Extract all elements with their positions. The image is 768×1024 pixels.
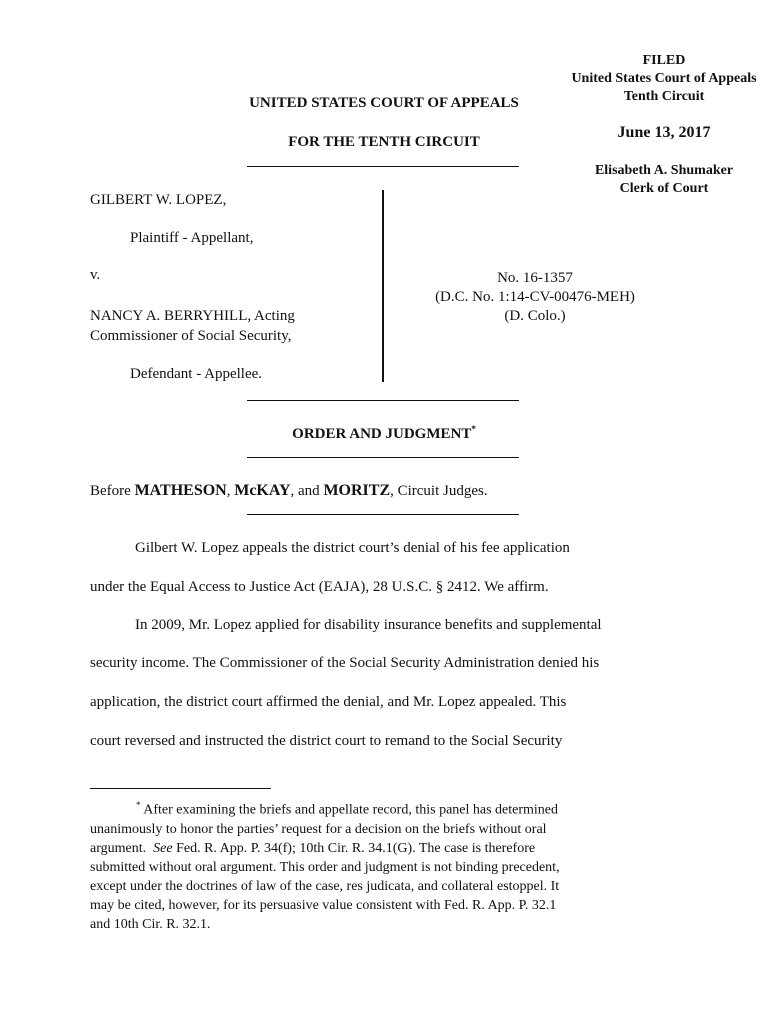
header-rule: [247, 166, 519, 167]
body-line-5: application, the district court affirmed the denial, and Mr. Lopez appealed. This: [90, 694, 567, 710]
footnote-argument: argument.: [90, 840, 147, 856]
caption-divider: [382, 190, 384, 382]
footnote-marker: *: [136, 800, 141, 810]
case-numbers: [400, 269, 670, 326]
footnote-line-3: [90, 839, 680, 858]
caption-rule: [247, 400, 519, 401]
footnote-line-5: except under the doctrines of law of the case, res judicata, and collateral estoppel. It: [90, 878, 560, 894]
case-number: No. 16-1357: [497, 270, 573, 286]
document-title: [204, 424, 564, 443]
footnote-line-4: submitted without oral argument. This order and judgment is not binding precedent,: [90, 859, 560, 875]
panel-line: [90, 482, 488, 500]
footnote-text-1: After examining the briefs and appellate record, this panel has determined: [143, 802, 559, 818]
court-circuit: FOR THE TENTH CIRCUIT: [288, 134, 480, 150]
versus: v.: [90, 267, 101, 283]
filed-circuit: Tenth Circuit: [623, 89, 705, 104]
court-name: UNITED STATES COURT OF APPEALS: [249, 95, 519, 111]
footnote-line-2: unanimously to honor the parties’ request for a decision on the briefs without oral: [90, 821, 547, 837]
filed-court: United States Court of Appeals: [571, 71, 757, 86]
footnote-citation: Fed. R. App. P. 34(f); 10th Cir. R. 34.1(G). The case is therefore: [176, 840, 536, 856]
appellee-name: [90, 306, 295, 346]
footnote: [90, 796, 680, 934]
footnote-line-6: may be cited, however, for its persuasive value consistent with Fed. R. App. P. 32.1: [90, 897, 557, 913]
document-title-text: ORDER AND JUDGMENT: [292, 426, 472, 442]
footnote-line-1: [90, 796, 680, 820]
judge-mckay: McKAY: [234, 482, 291, 499]
footnote-separator: [90, 788, 271, 789]
filed-label: FILED: [642, 53, 686, 68]
district-name: (D. Colo.): [504, 308, 566, 324]
panel-sep-2: , and: [290, 483, 320, 499]
title-rule: [247, 457, 519, 458]
panel-rule: [247, 514, 519, 515]
judge-moritz: MORITZ: [323, 482, 391, 499]
title-footnote-marker: *: [471, 424, 476, 434]
body-line-1: Gilbert W. Lopez appeals the district court’s denial of his fee application: [135, 540, 570, 556]
appellee-name-line-2: Commissioner of Social Security,: [90, 328, 292, 344]
clerk-block: [540, 162, 768, 198]
clerk-name: Elisabeth A. Shumaker: [594, 163, 734, 178]
appellee-role: Defendant - Appellee.: [130, 366, 263, 382]
appellee-name-line-1: NANCY A. BERRYHILL, Acting: [90, 308, 295, 324]
body-line-3: In 2009, Mr. Lopez applied for disability insurance benefits and supplemental: [135, 617, 602, 633]
filed-date: June 13, 2017: [617, 124, 711, 141]
panel-before: Before: [90, 483, 131, 499]
filed-stamp: [540, 52, 768, 106]
body-line-6: court reversed and instructed the district court to remand to the Social Security: [90, 733, 563, 749]
district-case-number: (D.C. No. 1:14-CV-00476-MEH): [435, 289, 635, 305]
judge-matheson: MATHESON: [134, 482, 227, 499]
body-line-4: security income. The Commissioner of the Social Security Administration denied his: [90, 655, 600, 671]
footnote-see: See: [153, 840, 173, 856]
appellant-role: Plaintiff - Appellant,: [130, 230, 254, 246]
panel-suffix: , Circuit Judges.: [390, 483, 488, 499]
appellant-name: GILBERT W. LOPEZ,: [90, 192, 227, 208]
body-line-2: under the Equal Access to Justice Act (EAJA), 28 U.S.C. § 2412. We affirm.: [90, 579, 549, 595]
panel-sep-1: ,: [226, 483, 231, 499]
footnote-line-7: and 10th Cir. R. 32.1.: [90, 916, 211, 932]
clerk-title: Clerk of Court: [619, 181, 709, 196]
